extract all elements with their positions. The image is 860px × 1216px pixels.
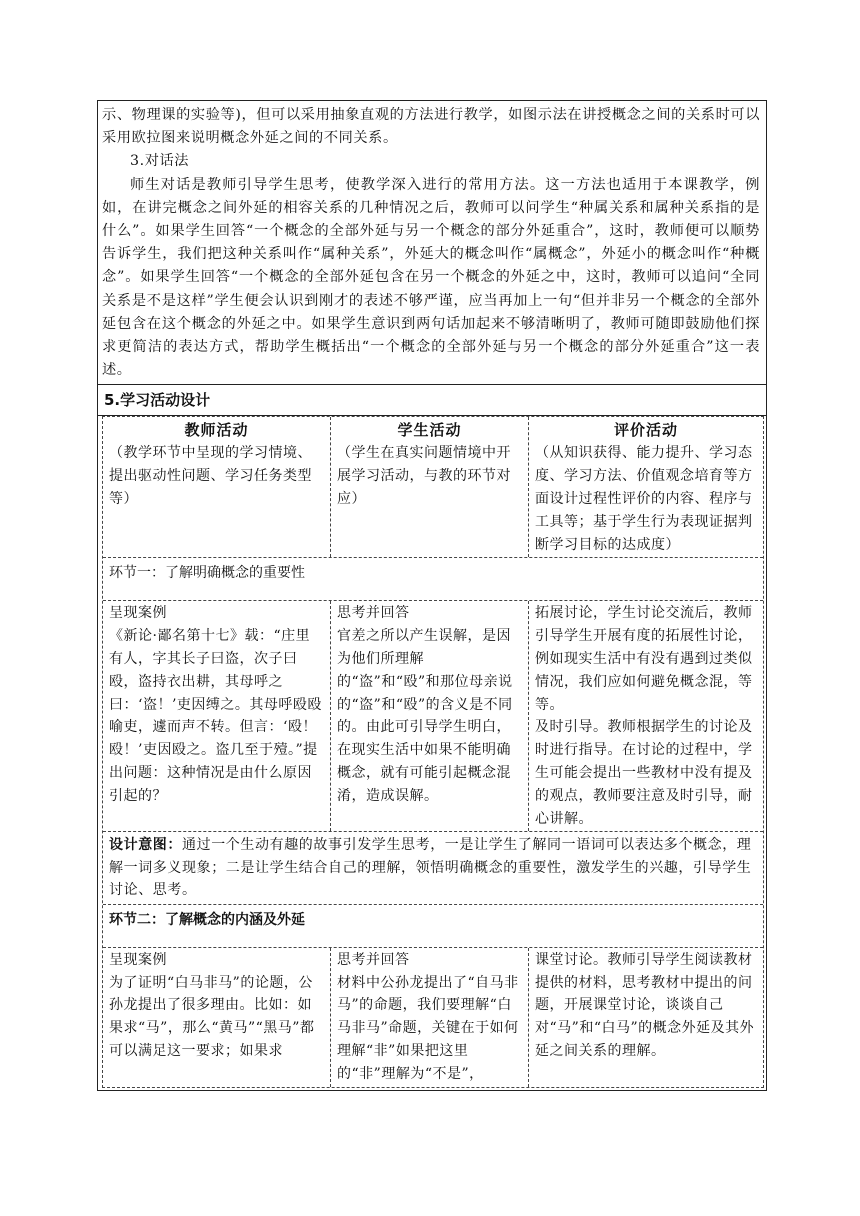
stage1-teacher-activity: 呈现案例 《新论·鄙名第十七》载：“庄里有人，字其长子曰盗，次子曰殴，盗持衣出耕，其母呼之曰：‘盗！’吏因缚之。其母呼殴殴喻吏，遽而声不转。但言：‘殴！殴！’吏因殴之。盗几至于殪。”提出问题：这种情况是由什么原因引起的？	[103, 601, 331, 831]
dialogue-method-heading: 3.对话法	[130, 153, 190, 170]
stage1-title-row	[103, 558, 763, 601]
stage1-intent-row	[103, 832, 763, 905]
stage2-content-row	[103, 948, 763, 1087]
header-evaluation-desc: （从知识获得、能力提升、学习态度、学习方法、价值观念培育等方面设计过程性评价的内容、程序与工具等；基于学生行为表现证据判断学习目标的达成度）	[535, 445, 753, 553]
section-title: 5.学习活动设计	[98, 385, 766, 416]
table-header-row	[103, 417, 763, 558]
document-page	[97, 100, 765, 1091]
header-student-title: 学生活动	[397, 421, 462, 440]
design-intent-text: 通过一个生动有趣的故事引发学生思考，一是让学生了解同一语词可以表达多个概念，理解一词多义现象；二是让学生结合自己的理解，领悟明确概念的重要性，激发学生的兴趣，引导学生讨论、思考。	[109, 837, 752, 899]
lesson-plan-table	[97, 100, 767, 1091]
dialogue-method-paragraph: 师生对话是教师引导学生思考，使教学深入进行的常用方法。这一方法也适用于本课教学，例如，在讲完概念之间外延的相容关系的几种情况之后，教师可以问学生“种属关系和属种关系指的是什么”。如果学生回答“一个概念的全部外延与另一个概念的部分外延重合”，这时，教师便可以顺势告诉学生，我们把这种关系叫作“属种关系”，外延大的概念叫作“属概念”，外延小的概念叫作“种概念”。如果学生回答“一个概念的全部外延包含在另一个概念的外延之中，这时，教师可以追问“全同关系是不是这样”学生便会认识到刚才的表述不够严谨，应当再加上一句“但并非另一个概念的全部外延包含在这个概念的外延之中。如果学生意识到两句话加起来不够清晰明了，教师可随即鼓励他们探求更简洁的表达方式，帮助学生概括出“一个概念的全部外延与另一个概念的部分外延重合”这一表述。	[102, 176, 760, 379]
stage1-title: 环节一：了解明确概念的重要性	[109, 565, 305, 582]
stage2-title: 环节二：了解概念的内涵及外延	[109, 911, 305, 928]
header-teacher	[103, 417, 331, 557]
header-student-desc: （学生在真实问题情境中开展学习活动，与教的环节对应）	[337, 445, 511, 508]
stage2-title-row	[103, 905, 763, 948]
header-evaluation-title: 评价活动	[613, 421, 678, 440]
teaching-method-section	[98, 101, 766, 385]
stage1-student-activity: 思考并回答 官差之所以产生误解，是因为他们所理解的“盗”和“殴”和那位母亲说的“盗”和“殴”的含义是不同的。由此可引导学生明白，在现实生活中如果不能明确概念，就有可能引起概念混淆，造成误解。	[331, 601, 529, 831]
stage2-evaluation-activity: 课堂讨论。教师引导学生阅读教材提供的材料，思考教材中提出的问题，开展课堂讨论，谈谈自己对“马”和“白马”的概念外延及其外延之间关系的理解。	[535, 951, 755, 1060]
intro-continuation: 示、物理课的实验等)，但可以采用抽象直观的方法进行教学，如图示法在讲授概念之间的关系时可以采用欧拉图来说明概念外延之间的不同关系。	[102, 107, 760, 147]
design-intent-label: 设计意图：	[109, 837, 182, 854]
stage2-student-activity: 思考并回答 材料中公孙龙提出了“自马非马”的命题，我们要理解“白马非马”命题，关键在于如何理解“非”如果把这里的“非”理解为“不是”，	[331, 948, 529, 1087]
stage1-content-row	[103, 601, 763, 832]
header-teacher-title: 教师活动	[184, 421, 249, 440]
design-intent	[103, 832, 763, 904]
header-student	[331, 417, 529, 557]
activity-design-table	[102, 416, 764, 1087]
header-teacher-desc: （教学环节中呈现的学习情境、提出驱动性问题、学习任务类型等）	[109, 445, 312, 508]
stage1-evaluation-activity: 拓展讨论，学生讨论交流后，教师引导学生开展有度的拓展性讨论，例如现实生活中有没有遇到过类似情况，我们应如何避免概念混，等等。 及时引导。教师根据学生的讨论及时进行指导。在讨论的过程中，学生可能会提出一些教材中没有提及的观点，教师要注意及时引导，耐心讲解。	[535, 605, 753, 827]
stage2-teacher-activity: 呈现案例 为了证明“白马非马”的论题，公孙龙提出了很多理由。比如：如果求“马”，那么“黄马”“黑马”都可以满足这一要求；如果求	[103, 948, 331, 1087]
header-evaluation	[529, 417, 763, 557]
